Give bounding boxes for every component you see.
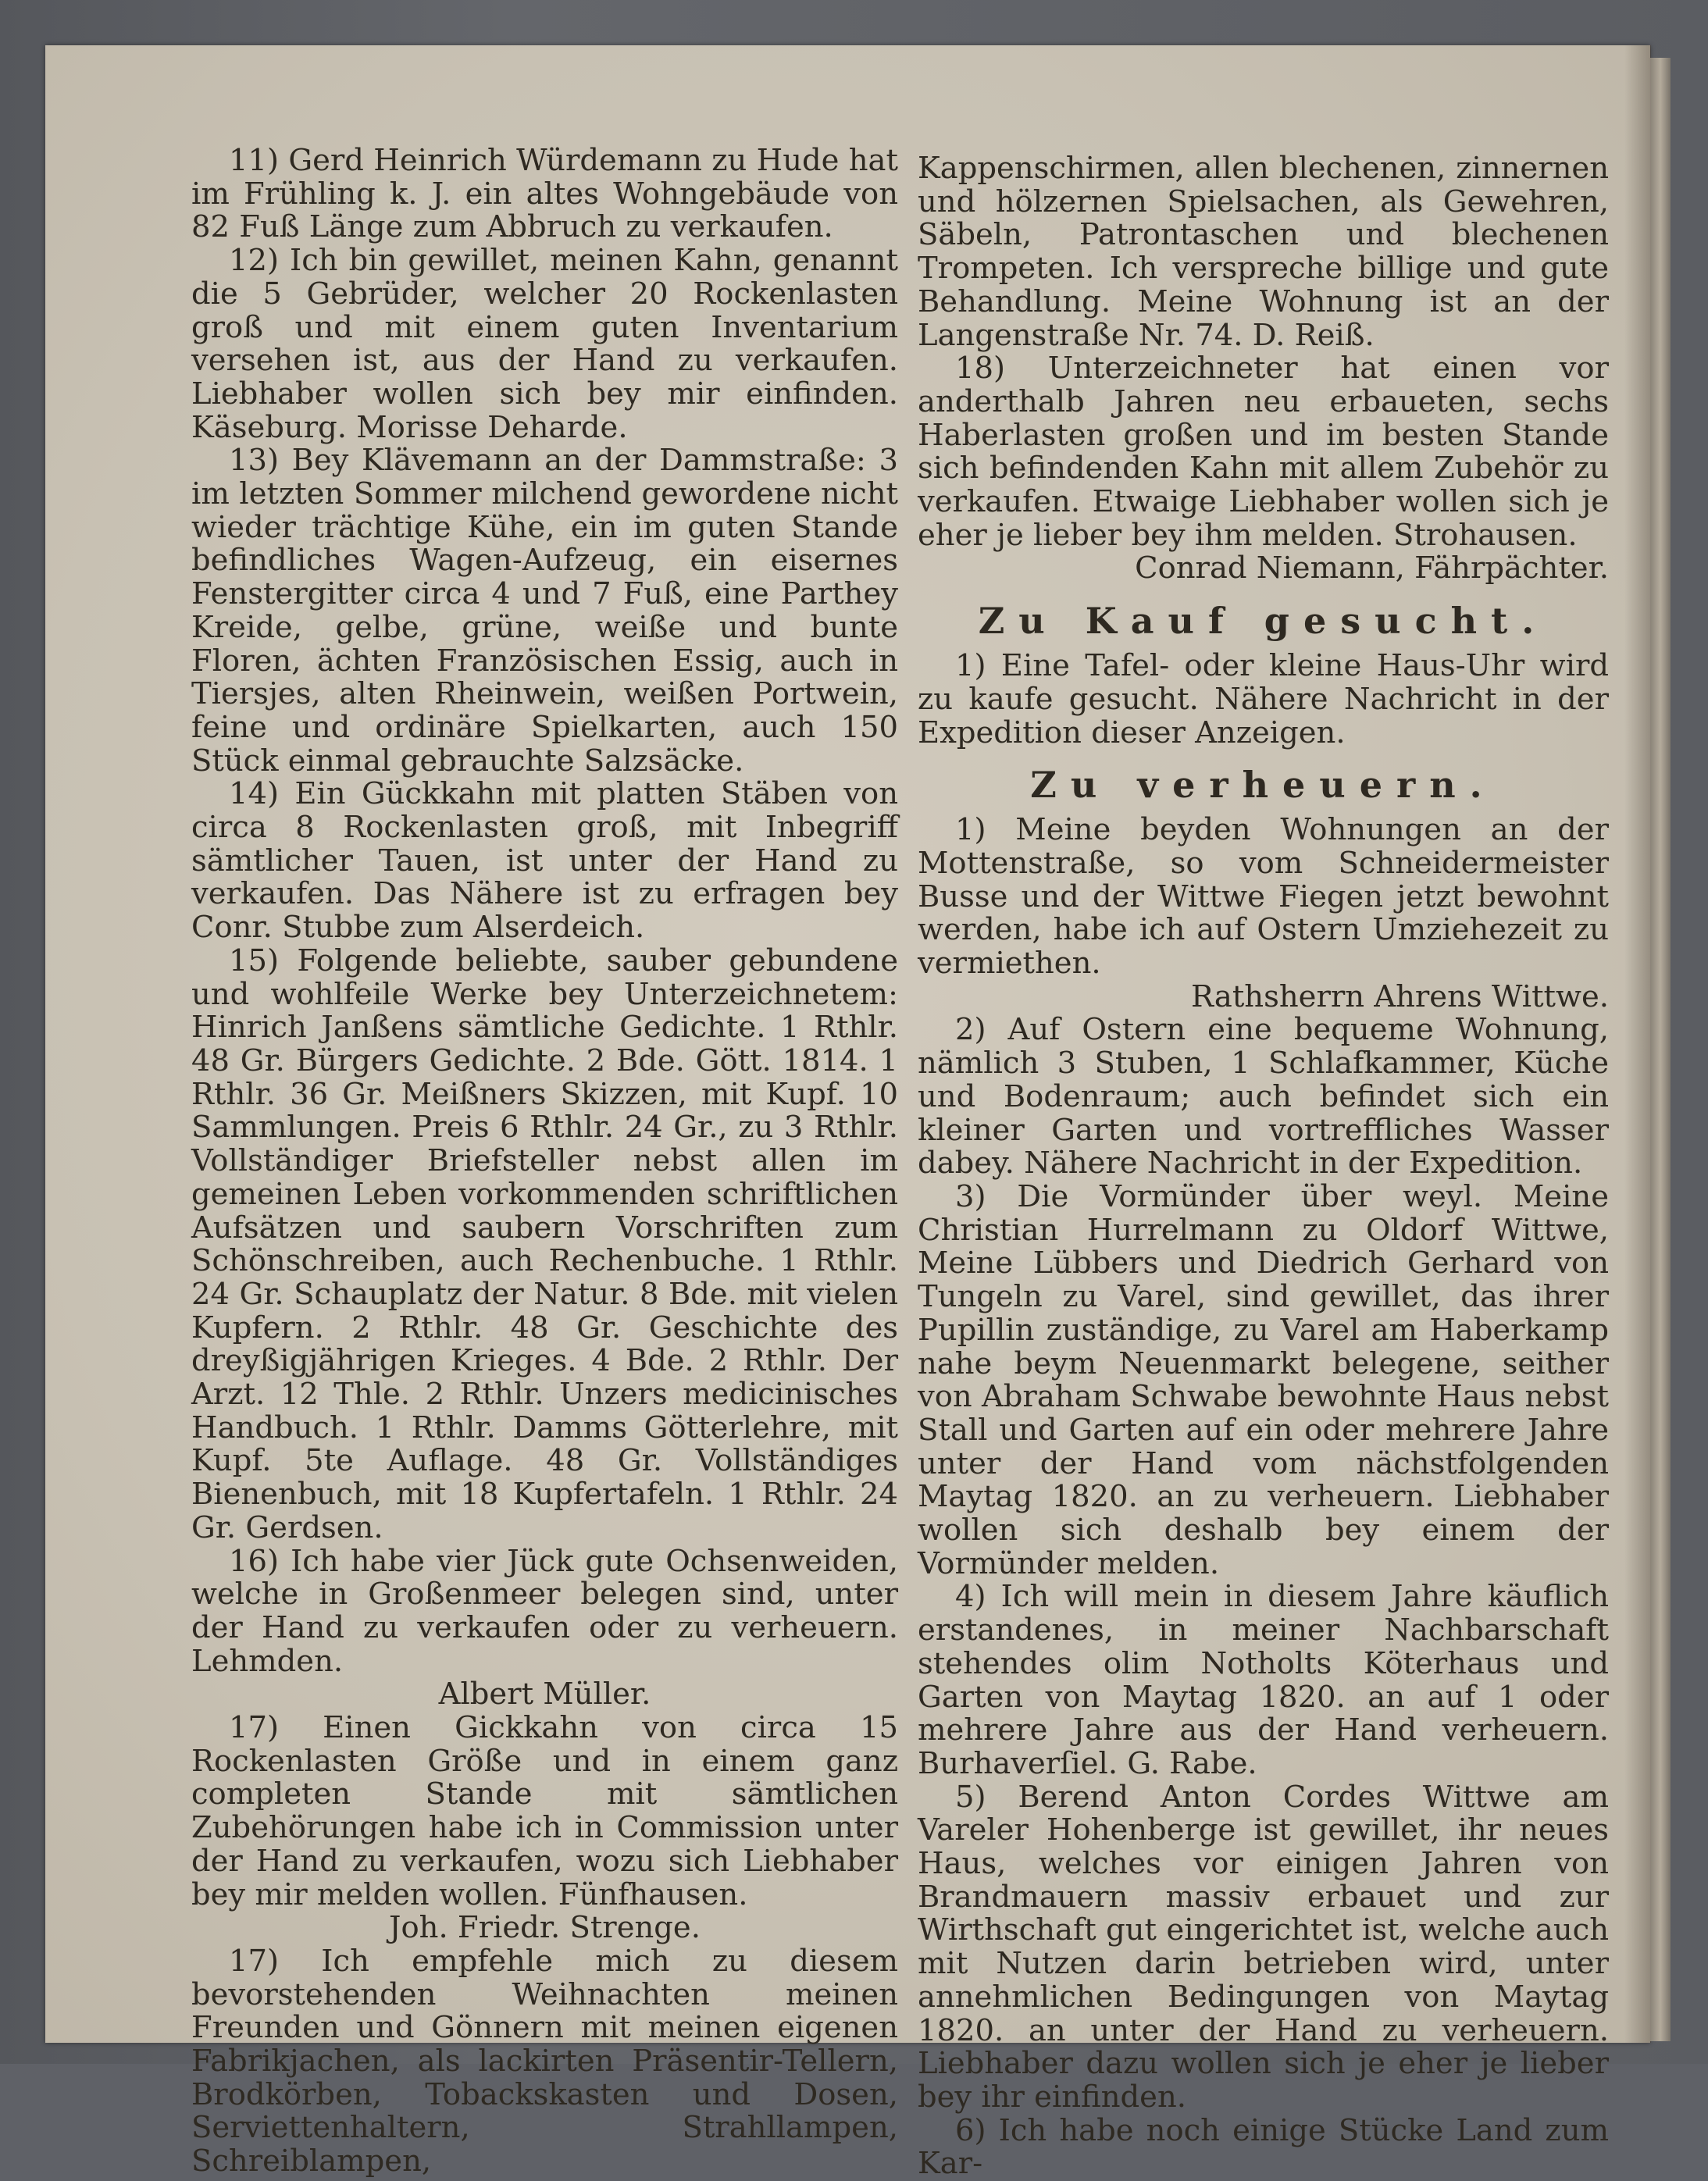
page-gutter-shadow bbox=[1624, 45, 1651, 2043]
right-column bbox=[918, 144, 1609, 2181]
notice-11: 11) Gerd Heinrich Würdemann zu Hude hat im Frühling k. J. ein altes Wohngebäude von 82 Fuß Länge zum Abbruch zu verkaufen. bbox=[191, 143, 898, 245]
rent-4: 4) Ich will mein in diesem Jahre käuflich erstandenes, in meiner Nachbarschaft stehendes olim Notholts Köterhaus und Garten von Maytag 1820. an auf 1 oder mehrere Jahre aus der Hand verheuern. Burhaverſiel. G. Rabe. bbox=[918, 1579, 1609, 1781]
notice-18-signature: Conrad Niemann, Fährpächter. bbox=[1135, 551, 1609, 586]
notice-17b-continued: Kappenschirmen, allen blechenen, zinnernen und hölzernen Spielsachen, als Gewehren, Säbeln, Patrontaschen und blechenen Trompeten. Ich verspreche billige und gute Behandlung. Meine Wohnung ist an der Langenstraße Nr. 74. D. Reiß. bbox=[918, 151, 1609, 353]
notice-13: 13) Bey Klävemann an der Dammstraße: 3 im letzten Sommer milchend gewordene nicht wieder trächtige Kühe, ein im guten Stande befindliches Wagen-Aufzeug, ein eisernes Fenstergitter circa 4 und 7 Fuß, eine Parthey Kreide, gelbe, grüne, weiße und bunte Floren, ächten Französischen Essig, auch in Tiersjes, alten Rheinwein, weißen Portwein, feine und ordinäre Spielkarten, auch 150 Stück einmal gebrauchte Salzsäcke. bbox=[191, 443, 898, 779]
notice-12: 12) Ich bin gewillet, meinen Kahn, genannt die 5 Gebrüder, welcher 20 Rockenlasten groß und mit einem guten Inventarium versehen ist, aus der Hand zu verkaufen. Liebhaber wollen sich bey mir einfinden. Käseburg. Morisse Deharde. bbox=[191, 243, 898, 445]
rent-3: 3) Die Vormünder über weyl. Meine Christian Hurrelmann zu Oldorf Wittwe, Meine Lübbers und Diedrich Gerhard von Tungeln zu Varel, sind gewillet, das ihrer Pupillin zuständige, zu Varel am Haberkamp nahe beym Neuenmarkt belegene, seither von Abraham Schwabe bewohnte Haus nebst Stall und Garten auf ein oder mehrere Jahre unter der Hand vom nächstfolgenden Maytag 1820. an zu verheuern. Liebhaber wollen sich deshalb bey einem der Vormünder melden. bbox=[918, 1178, 1609, 1581]
rent-5: 5) Berend Anton Cordes Wittwe am Vareler Hohenberge ist gewillet, ihr neues Haus, welches vor einigen Jahren von Brandmauern massiv erbauet und zur Wirthschaft gut eingerichtet ist, welche auch mit Nutzen darin betrieben wird, unter annehmlichen Bedingungen von Maytag 1820. an unter der Hand zu verheuern. Liebhaber dazu wollen sich je eher je lieber bey ihr einfinden. bbox=[918, 1779, 1609, 2115]
notice-17a: 17) Einen Gickkahn von circa 15 Rockenlasten Größe und in einem ganz completen Stande mit sämtlichen Zubehörungen habe ich in Commission unter der Hand zu verkaufen, wozu sich Liebhaber bey mir melden wollen. Fünfhausen. bbox=[191, 1710, 898, 1912]
rent-1-signature: Rathsherrn Ahrens Wittwe. bbox=[1191, 978, 1609, 1014]
left-column bbox=[191, 144, 898, 2179]
rent-2: 2) Auf Ostern eine bequeme Wohnung, nämlich 3 Stuben, 1 Schlafkammer, Küche und Bodenraum; auch befindet sich ein kleiner Garten und vortreffliches Wasser dabey. Nähere Nachricht in der Expedition. bbox=[918, 1012, 1609, 1181]
rent-1: 1) Meine beyden Wohnungen an der Mottenstraße, so vom Schneidermeister Busse und der Wittwe Fiegen jetzt bewohnt werden, habe ich auf Ostern Umziehezeit zu vermiethen. bbox=[918, 812, 1609, 982]
notice-15: 15) Folgende beliebte, sauber gebundene und wohlfeile Werke bey Unterzeichnetem: Hinrich Janßens sämtliche Gedichte. 1 Rthlr. 48 Gr. Bürgers Gedichte. 2 Bde. Gött. 1814. 1 Rthlr. 36 Gr. Meißners Skizzen, mit Kupf. 10 Sammlungen. Preis 6 Rthlr. 24 Gr., zu 3 Rthlr. Vollständiger Briefsteller nebst allen im gemeinen Leben vorkommenden schriftlichen Aufsätzen und saubern Vorschriften zum Schönschreiben, auch Rechenbuche. 1 Rthlr. 24 Gr. Schauplatz der Natur. 8 Bde. mit vielen Kupfern. 2 Rthlr. 48 Gr. Geschichte des dreyßigjährigen Krieges. 4 Bde. 2 Rthlr. Der Arzt. 12 Thle. 2 Rthlr. Unzers medicinisches Handbuch. 1 Rthlr. Damms Götterlehre, mit Kupf. 5te Auflage. 48 Gr. Vollständiges Bienenbuch, mit 18 Kupfertafeln. 1 Rthlr. 24 Gr. Gerdsen. bbox=[191, 943, 898, 1545]
notice-17a-signature: Joh. Friedr. Strenge. bbox=[389, 1910, 701, 1946]
rent-6: 6) Ich habe noch einige Stücke Land zum Kar- bbox=[918, 2112, 1609, 2181]
section-heading-zu-kauf-gesucht: Zu Kauf gesucht. bbox=[978, 600, 1549, 643]
notice-16: 16) Ich habe vier Jück gute Ochsenweiden, welche in Großenmeer belegen sind, unter der Hand zu verkaufen oder zu verheuern. Lehmden. bbox=[191, 1543, 898, 1679]
section-heading-zu-verheuern: Zu verheuern. bbox=[1030, 764, 1496, 807]
wanted-1: 1) Eine Tafel- oder kleine Haus-Uhr wird zu kaufe gesucht. Nähere Nachricht in der Expedition dieser Anzeigen. bbox=[918, 648, 1609, 750]
notice-16-signature: Albert Müller. bbox=[438, 1677, 651, 1712]
notice-18: 18) Unterzeichneter hat einen vor anderthalb Jahren neu erbaueten, sechs Haberlasten großen und im besten Stande sich befindenden Kahn mit allem Zubehör zu verkaufen. Etwaige Liebhaber wollen sich je eher je lieber bey ihm melden. Strohausen. bbox=[918, 351, 1609, 553]
notice-17b: 17) Ich empfehle mich zu diesem bevorstehenden Weihnachten meinen Freunden und Gönnern mit meinen eigenen Fabrikjachen, als lackirten Präsentir-Tellern, Brodkörben, Tobackskasten und Dosen, Serviettenhaltern, Strahllampen, Schreiblampen, bbox=[191, 1943, 898, 2179]
next-page-edge bbox=[1650, 58, 1671, 2041]
notice-14: 14) Ein Gückkahn mit platten Stäben von circa 8 Rockenlasten groß, mit Inbegriff sämtlicher Tauen, ist unter der Hand zu verkaufen. Das Nähere ist zu erfragen bey Conr. Stubbe zum Alserdeich. bbox=[191, 776, 898, 946]
